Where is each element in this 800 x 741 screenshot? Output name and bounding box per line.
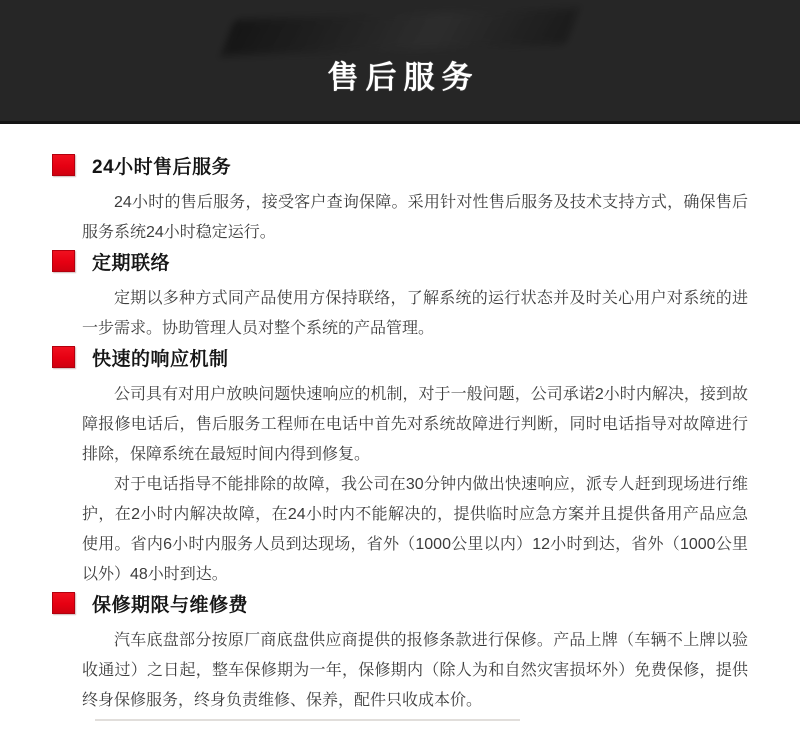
- service-section: [52, 346, 748, 590]
- section-paragraph: 汽车底盘部分按原厂商底盘供应商提供的报修条款进行保修。产品上牌（车辆不上牌以验收通过）之日起，整车保修期为一年，保修期内（除人为和自然灾害损坏外）免费保修，提供终身保修服务，终身负责维修、保养，配件只收成本价。: [82, 632, 748, 709]
- scan-artifact-line: [95, 719, 520, 721]
- header-watermark-smudge: [221, 8, 579, 56]
- section-heading: 24小时售后服务: [92, 156, 232, 178]
- section-heading-row: [52, 154, 748, 176]
- service-section: [52, 592, 748, 716]
- service-section: [52, 250, 748, 344]
- red-square-bullet-icon: [52, 346, 75, 368]
- section-heading-row: [52, 592, 748, 614]
- page-header: [0, 0, 800, 124]
- section-paragraph: 24小时的售后服务，接受客户查询保障。采用针对性售后服务及技术支持方式，确保售后服务系统24小时稳定运行。: [82, 194, 748, 241]
- section-heading: 快速的响应机制: [92, 348, 229, 370]
- page-title: 售后服务: [327, 60, 480, 95]
- section-heading: 定期联络: [92, 252, 171, 274]
- section-heading-row: [52, 346, 748, 368]
- section-heading-row: [52, 250, 748, 272]
- section-heading: 保修期限与维修费: [92, 594, 249, 616]
- section-paragraph: 定期以多种方式同产品使用方保持联络，了解系统的运行状态并及时关心用户对系统的进一步需求。协助管理人员对整个系统的产品管理。: [82, 290, 748, 337]
- red-square-bullet-icon: [52, 154, 75, 176]
- red-square-bullet-icon: [52, 592, 75, 614]
- service-section: [52, 154, 748, 248]
- red-square-bullet-icon: [52, 250, 75, 272]
- section-paragraph: 公司具有对用户放映问题快速响应的机制，对于一般问题，公司承诺2小时内解决，接到故障报修电话后，售后服务工程师在电话中首先对系统故障进行判断，同时电话指导对故障进行排除，保障系统在最短时间内得到修复。: [82, 386, 748, 463]
- content: [0, 124, 800, 716]
- section-paragraph: 对于电话指导不能排除的故障，我公司在30分钟内做出快速响应，派专人赶到现场进行维护，在2小时内解决故障，在24小时内不能解决的，提供临时应急方案并且提供备用产品应急使用。省内6小时内服务人员到达现场，省外（1000公里以内）12小时到达，省外（1000公里以外）48小时到达。: [82, 476, 748, 583]
